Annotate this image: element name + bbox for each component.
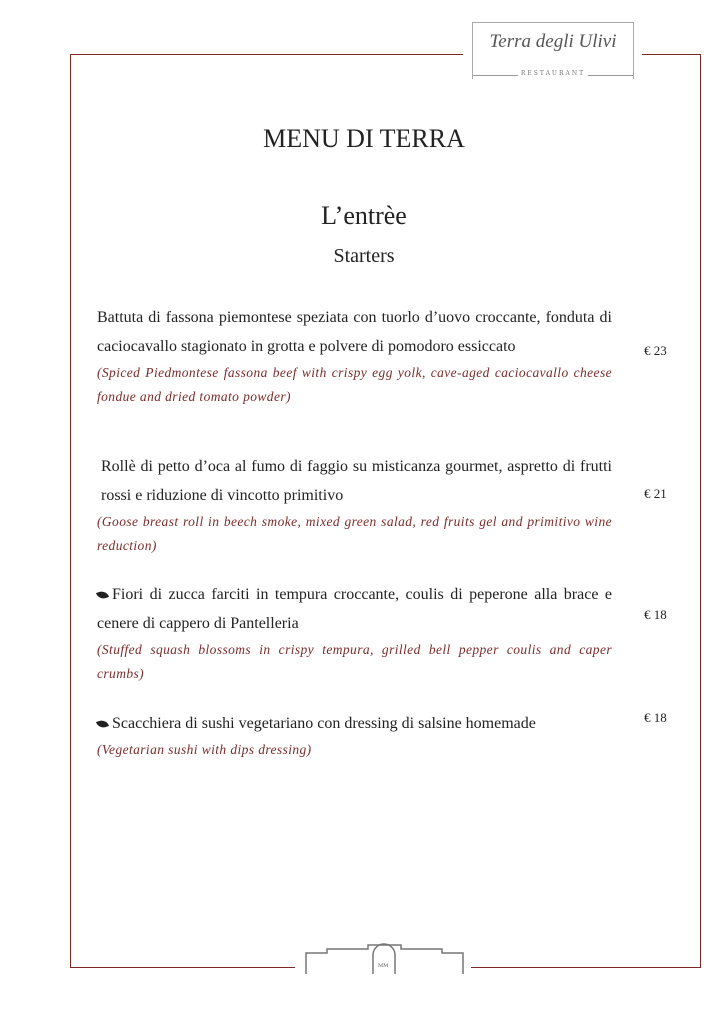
item-name: Rollè di petto d’oca al fumo di faggio su misticanza gourmet, aspretto di frutti rossi e riduzione di vincotto primitivo: [101, 458, 612, 504]
section-title: L’entrèe: [321, 201, 407, 230]
menu-item: [97, 452, 612, 558]
logo-subtitle: RESTAURANT: [520, 70, 586, 77]
item-price: € 18: [644, 607, 667, 622]
frame-bottom-right: [471, 967, 701, 968]
item-price: € 23: [644, 343, 667, 358]
item-name: Battuta di fassona piemontese speziata con tuorlo d’uovo croccante, fonduta di caciocavallo stagionato in grotta e polvere di pomodoro essiccato: [97, 309, 612, 355]
leaf-icon: [96, 718, 109, 729]
item-translation: (Vegetarian sushi with dips dressing): [97, 742, 312, 757]
frame-left: [70, 54, 71, 968]
building-ornament-icon: [300, 940, 470, 976]
frame-top-left: [70, 54, 463, 55]
item-translation: (Spiced Piedmontese fassona beef with crispy egg yolk, cave-aged caciocavallo cheese fondue and dried tomato powder): [97, 365, 612, 404]
item-price: € 18: [644, 710, 667, 725]
menu-item: [97, 709, 612, 762]
section-subtitle: Starters: [333, 245, 395, 267]
item-translation: (Goose breast roll in beech smoke, mixed green salad, red fruits gel and primitivo wine reduction): [97, 514, 612, 553]
leaf-icon: [96, 589, 109, 600]
frame-top-right: [642, 54, 701, 55]
logo-name: Terra degli Ulivi: [489, 31, 617, 52]
frame-bottom-left: [70, 967, 295, 968]
menu-item: [97, 580, 612, 686]
item-name: Fiori di zucca farciti in tempura croccante, coulis di peperone alla brace e cenere di cappero di Pantelleria: [97, 586, 612, 632]
item-name: Scacchiera di sushi vegetariano con dressing di salsine homemade: [112, 715, 536, 732]
svg-text:MM: MM: [378, 963, 389, 969]
item-translation: (Stuffed squash blossoms in crispy tempura, grilled bell pepper coulis and caper crumbs): [97, 642, 612, 681]
menu-item: [97, 303, 612, 409]
restaurant-logo: [472, 22, 634, 79]
frame-right: [700, 54, 701, 968]
page-title: MENU DI TERRA: [263, 124, 465, 153]
item-price: € 21: [644, 486, 667, 501]
